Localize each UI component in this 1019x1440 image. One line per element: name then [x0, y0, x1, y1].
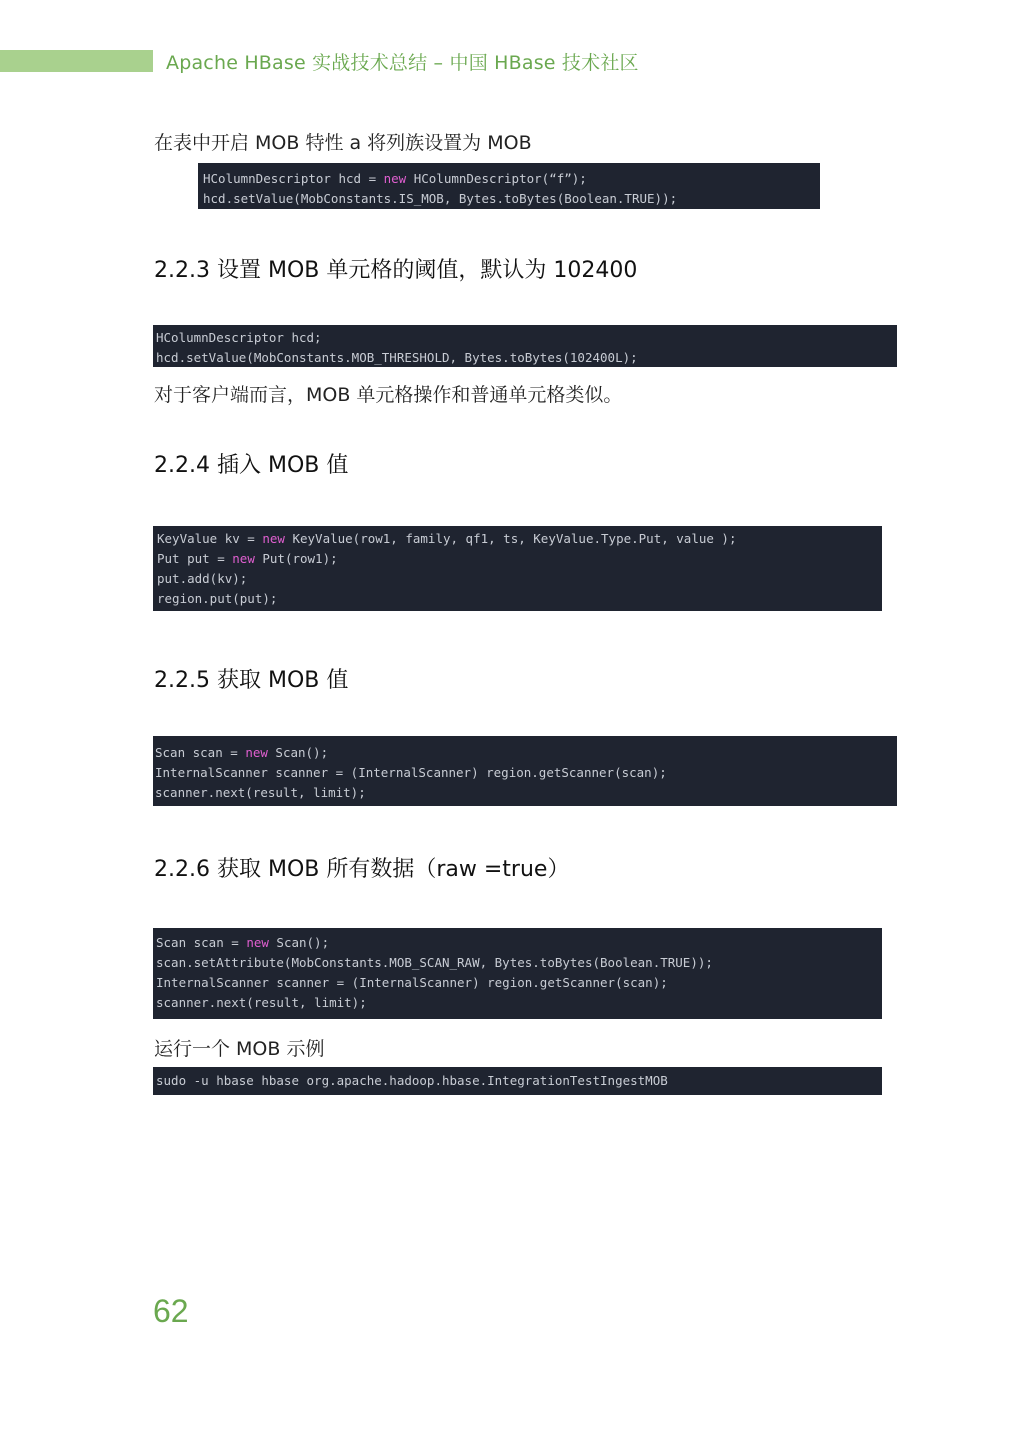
- code-block-run-example: [153, 1067, 882, 1095]
- code-text: Scan();: [268, 935, 330, 950]
- code-line: [155, 783, 897, 803]
- code-line: [157, 589, 882, 609]
- code-block-get: [153, 736, 897, 806]
- code-text: Scan scan =: [156, 935, 247, 950]
- code-text: scanner.next(result, limit);: [156, 995, 367, 1010]
- code-line: [155, 743, 897, 763]
- code-text: Put put =: [157, 551, 233, 566]
- code-text: InternalScanner scanner = (InternalScanner) region.getScanner(scan);: [156, 975, 668, 990]
- code-block-get-raw: [153, 928, 882, 1019]
- code-block-threshold: [153, 325, 897, 367]
- code-text: sudo -u hbase hbase org.apache.hadoop.hbase.IntegrationTestIngestMOB: [156, 1073, 668, 1088]
- heading-2-2-4: 2.2.4 插入 MOB 值: [154, 453, 349, 478]
- code-text: Put(row1);: [254, 551, 338, 566]
- header-accent-bar: [0, 50, 153, 72]
- heading-2-2-5: 2.2.5 获取 MOB 值: [154, 668, 349, 693]
- code-keyword: new: [383, 171, 407, 186]
- code-text: HColumnDescriptor(“f”);: [406, 171, 587, 186]
- page-number: 62: [153, 1293, 189, 1329]
- code-text: hcd.setValue(MobConstants.IS_MOB, Bytes.toBytes(Boolean.TRUE));: [203, 191, 678, 206]
- running-header: Apache HBase 实战技术总结 – 中国 HBase 技术社区: [166, 52, 639, 74]
- client-note: 对于客户端而言，MOB 单元格操作和普通单元格类似。: [154, 384, 623, 406]
- code-text: Scan();: [267, 745, 329, 760]
- code-line: [156, 1071, 882, 1091]
- code-line: [155, 763, 897, 783]
- run-example-label: 运行一个 MOB 示例: [154, 1038, 325, 1060]
- code-text: put.add(kv);: [157, 571, 248, 586]
- code-text: HColumnDescriptor hcd;: [156, 330, 322, 345]
- code-line: [203, 169, 820, 189]
- code-line: [156, 933, 882, 953]
- code-text: region.put(put);: [157, 591, 278, 606]
- code-text: hcd.setValue(MobConstants.MOB_THRESHOLD, Bytes.toBytes(102400L);: [156, 350, 638, 365]
- intro-text: 在表中开启 MOB 特性 a 将列族设置为 MOB: [154, 132, 532, 154]
- code-text: scanner.next(result, limit);: [155, 785, 366, 800]
- code-keyword: new: [232, 551, 255, 566]
- code-text: HColumnDescriptor hcd =: [203, 171, 384, 186]
- code-line: [156, 328, 897, 348]
- code-block-enable-mob: [198, 163, 820, 209]
- code-text: scan.setAttribute(MobConstants.MOB_SCAN_RAW, Bytes.toBytes(Boolean.TRUE));: [156, 955, 713, 970]
- code-keyword: new: [262, 531, 285, 546]
- heading-2-2-6: 2.2.6 获取 MOB 所有数据（raw =true）: [154, 857, 570, 882]
- code-line: [156, 973, 882, 993]
- code-text: Scan scan =: [155, 745, 246, 760]
- code-line: [203, 189, 820, 209]
- code-line: [156, 348, 897, 367]
- code-line: [157, 529, 882, 549]
- code-line: [157, 569, 882, 589]
- code-keyword: new: [246, 935, 269, 950]
- code-line: [156, 993, 882, 1013]
- code-text: KeyValue(row1, family, qf1, ts, KeyValue.Type.Put, value );: [284, 531, 737, 546]
- code-text: KeyValue kv =: [157, 531, 263, 546]
- heading-2-2-3: 2.2.3 设置 MOB 单元格的阈值，默认为 102400: [154, 258, 638, 283]
- code-keyword: new: [245, 745, 268, 760]
- code-line: [157, 549, 882, 569]
- code-text: InternalScanner scanner = (InternalScanner) region.getScanner(scan);: [155, 765, 667, 780]
- code-block-insert: [153, 526, 882, 611]
- code-line: [156, 953, 882, 973]
